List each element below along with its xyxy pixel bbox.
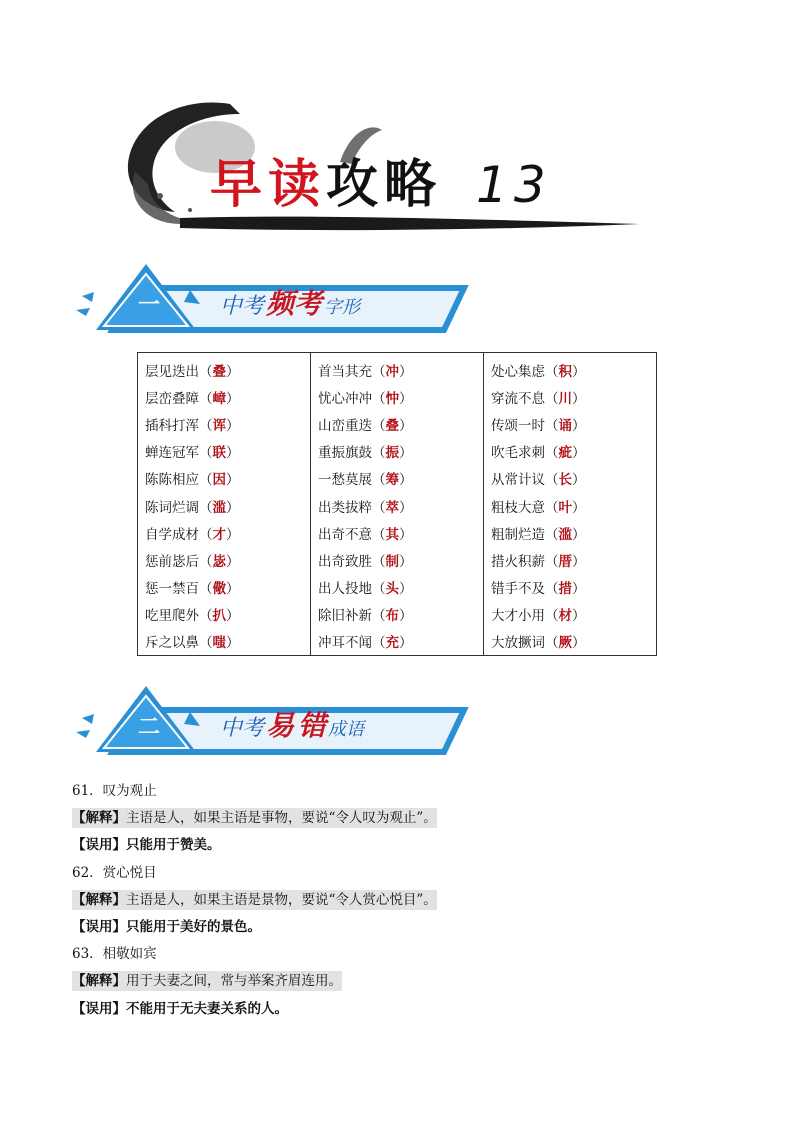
idiom-misuse: 【误用】不能用于无夫妻关系的人。 (72, 1001, 288, 1017)
correct-char: 充 (385, 635, 399, 652)
correct-char: 毖 (212, 553, 226, 570)
section-label-2: 中考易 错 成语 (220, 709, 365, 742)
correct-char: 冲 (385, 363, 399, 380)
table-row (138, 465, 657, 492)
word-text: 陈词烂调 (145, 499, 199, 516)
title-number: 13 (476, 156, 552, 214)
correct-char: 叠 (385, 417, 399, 434)
word-cell: 大才小用（材） (484, 601, 657, 628)
correct-char: 川 (558, 390, 572, 407)
word-text: 陈陈相应 (145, 472, 199, 489)
word-cell: 从常计议（长） (484, 465, 657, 492)
word-text: 首当其充 (318, 363, 372, 380)
word-text: 斥之以鼻 (145, 635, 199, 652)
idiom-title: 61．叹为观止 (72, 783, 157, 799)
word-cell: 吃里爬外（扒） (138, 601, 311, 628)
word-text: 从常计议 (491, 472, 545, 489)
word-cell: 蝉连冠军（联） (138, 438, 311, 465)
word-cell: 出人投地（头） (311, 574, 484, 601)
idiom-title: 62．赏心悦目 (72, 865, 157, 881)
word-cell: 插科打浑（诨） (138, 410, 311, 437)
word-text: 大放撅词 (491, 635, 545, 652)
word-cell: 斥之以鼻（嗤） (138, 628, 311, 656)
word-cell: 粗枝大意（叶） (484, 492, 657, 519)
table-row (138, 383, 657, 410)
table-row (138, 574, 657, 601)
word-text: 措火积薪 (491, 553, 545, 570)
word-text: 一愁莫展 (318, 472, 372, 489)
word-cell: 陈陈相应（因） (138, 465, 311, 492)
word-text: 出奇不意 (318, 526, 372, 543)
table-row (138, 492, 657, 519)
word-cell: 层峦叠障（嶂） (138, 383, 311, 410)
word-text: 大才小用 (491, 608, 545, 625)
section-header-1 (72, 258, 472, 338)
correct-char: 叶 (558, 499, 572, 516)
word-cell: 吹毛求刺（疵） (484, 438, 657, 465)
word-cell: 大放撅词（厥） (484, 628, 657, 656)
word-text: 粗枝大意 (491, 499, 545, 516)
word-text: 蝉连冠军 (145, 445, 199, 462)
word-cell: 除旧补新（布） (311, 601, 484, 628)
word-text: 层峦叠障 (145, 390, 199, 407)
correct-char: 措 (558, 581, 572, 598)
correct-char: 其 (385, 526, 399, 543)
word-text: 自学成材 (145, 526, 199, 543)
word-cell: 陈词烂调（滥） (138, 492, 311, 519)
word-cell: 处心集虑（积） (484, 353, 657, 384)
correct-char: 积 (558, 363, 572, 380)
word-cell: 重振旗鼓（振） (311, 438, 484, 465)
word-text: 惩前毖后 (145, 553, 199, 570)
section-label-1: 中考频考 字形 (220, 287, 361, 320)
table-row (138, 546, 657, 573)
word-text: 错手不及 (491, 581, 545, 598)
word-cell: 山峦重迭（叠） (311, 410, 484, 437)
correct-char: 头 (385, 581, 399, 598)
correct-char: 嶂 (212, 390, 226, 407)
word-text: 出人投地 (318, 581, 372, 598)
correct-char: 厥 (558, 635, 572, 652)
idiom-explanation: 【解释】主语是人，如果主语是事物，要说“令人叹为观止”。 (72, 810, 437, 826)
word-table (137, 352, 657, 656)
title-red: 早读 (210, 155, 327, 215)
correct-char: 诵 (558, 417, 572, 434)
word-text: 粗制烂造 (491, 526, 545, 543)
correct-char: 忡 (385, 390, 399, 407)
idiom-explanation: 【解释】用于夫妻之间，常与举案齐眉连用。 (72, 973, 342, 989)
word-cell: 出类拔粹（萃） (311, 492, 484, 519)
word-text: 出奇致胜 (318, 553, 372, 570)
word-cell: 冲耳不闻（充） (311, 628, 484, 656)
word-cell: 惩一禁百（儆） (138, 574, 311, 601)
word-text: 出类拔粹 (318, 499, 372, 516)
correct-char: 滥 (558, 526, 572, 543)
word-text: 山峦重迭 (318, 417, 372, 434)
word-text: 层见迭出 (145, 363, 199, 380)
word-cell: 自学成材（才） (138, 519, 311, 546)
correct-char: 长 (558, 472, 572, 489)
word-cell: 忧心冲冲（忡） (311, 383, 484, 410)
correct-char: 滥 (212, 499, 226, 516)
word-cell: 穿流不息（川） (484, 383, 657, 410)
correct-char: 材 (558, 608, 572, 625)
word-text: 穿流不息 (491, 390, 545, 407)
idiom-explanation: 【解释】主语是人，如果主语是景物，要说“令人赏心悦目”。 (72, 892, 437, 908)
correct-char: 因 (212, 472, 226, 489)
word-text: 吃里爬外 (145, 608, 199, 625)
word-cell: 惩前毖后（毖） (138, 546, 311, 573)
correct-char: 扒 (212, 608, 226, 625)
word-cell: 一愁莫展（筹） (311, 465, 484, 492)
word-text: 吹毛求刺 (491, 445, 545, 462)
word-cell: 出奇不意（其） (311, 519, 484, 546)
correct-char: 儆 (212, 581, 226, 598)
correct-char: 厝 (558, 553, 572, 570)
correct-char: 振 (385, 445, 399, 462)
section-number-2: 二 (137, 714, 160, 740)
correct-char: 叠 (212, 363, 226, 380)
correct-char: 嗤 (212, 635, 226, 652)
table-row (138, 601, 657, 628)
word-text: 忧心冲冲 (318, 390, 372, 407)
word-cell: 层见迭出（叠） (138, 353, 311, 384)
table-row (138, 410, 657, 437)
table-row (138, 519, 657, 546)
word-text: 重振旗鼓 (318, 445, 372, 462)
idiom-misuse: 【误用】只能用于美好的景色。 (72, 919, 261, 935)
correct-char: 才 (212, 526, 226, 543)
table-row (138, 628, 657, 656)
word-cell: 出奇致胜（制） (311, 546, 484, 573)
table-row (138, 353, 657, 384)
correct-char: 布 (385, 608, 399, 625)
idiom-title: 63．相敬如宾 (72, 946, 157, 962)
word-cell: 首当其充（冲） (311, 353, 484, 384)
correct-char: 诨 (212, 417, 226, 434)
section-number-1: 一 (137, 292, 160, 318)
page-title (210, 142, 552, 217)
word-cell: 措火积薪（厝） (484, 546, 657, 573)
correct-char: 疵 (558, 445, 572, 462)
word-text: 惩一禁百 (145, 581, 199, 598)
correct-char: 制 (385, 553, 399, 570)
word-text: 处心集虑 (491, 363, 545, 380)
word-cell: 错手不及（措） (484, 574, 657, 601)
title-black: 攻略 (326, 155, 443, 215)
idiom-misuse: 【误用】只能用于赞美。 (72, 837, 221, 853)
word-text: 插科打浑 (145, 417, 199, 434)
word-text: 除旧补新 (318, 608, 372, 625)
word-text: 传颂一时 (491, 417, 545, 434)
table-row (138, 438, 657, 465)
word-cell: 粗制烂造（滥） (484, 519, 657, 546)
section-header-2 (72, 680, 472, 760)
correct-char: 筹 (385, 472, 399, 489)
correct-char: 萃 (385, 499, 399, 516)
word-cell: 传颂一时（诵） (484, 410, 657, 437)
word-text: 冲耳不闻 (318, 635, 372, 652)
correct-char: 联 (212, 445, 226, 462)
